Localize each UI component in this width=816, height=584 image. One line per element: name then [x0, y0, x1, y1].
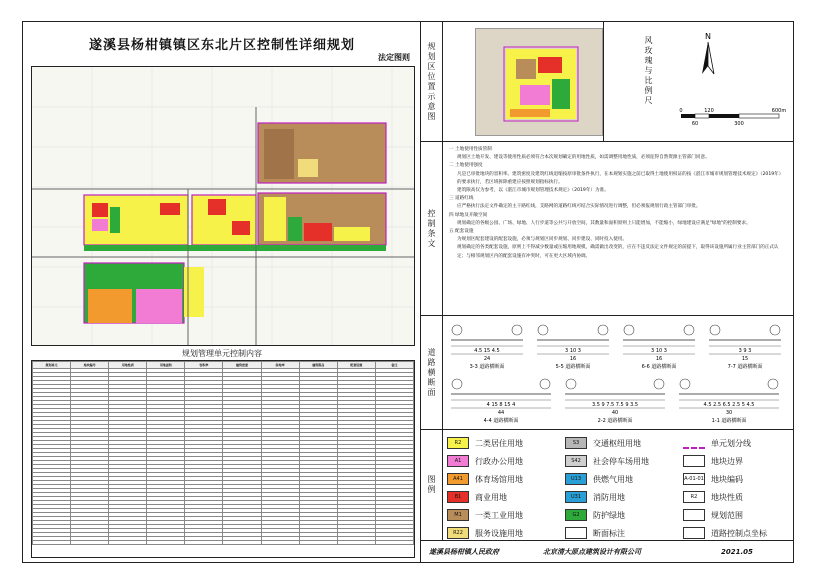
legend-item [565, 472, 633, 486]
legend-item [447, 454, 523, 468]
legend-swatch [683, 455, 705, 467]
legend-label-text: 道路控制点坐标 [711, 528, 767, 538]
land-use-map-svg [32, 67, 415, 346]
parcel-admin-2 [136, 289, 182, 323]
section-name: 4-4 道路横断面 [483, 418, 519, 424]
table-cell [261, 541, 299, 545]
legend-label-text: 服务设施用地 [475, 528, 523, 538]
section-name: 3-3 道路横断面 [469, 364, 505, 370]
section-total: 16 [655, 356, 663, 362]
legend-label-text: 地块编码 [711, 474, 743, 484]
section-total: 16 [569, 356, 577, 362]
provision-heading: 五 配套设施 [449, 229, 474, 235]
legend-label-text: 消防用地 [593, 492, 625, 502]
table-header: 备注 [375, 362, 413, 369]
table-header: 绿地率 [261, 362, 299, 369]
control-table [31, 360, 415, 558]
road-sections-section [421, 316, 793, 430]
legend-swatch: R2 [683, 491, 705, 503]
table-cell [375, 541, 413, 545]
table-cell [223, 541, 261, 545]
legend-swatch: S42 [565, 455, 587, 467]
scale-tick: 600m [771, 108, 787, 114]
road-sections-svg [445, 316, 791, 430]
legend-grid [447, 434, 791, 546]
provision-body: 凡是已审批地块的容积率、建筑密度及建筑红线退缩按原审批条件执行，在本规划实施之前已取得土地使用权证的按《湛江市城市规划管理技术规定》（2019年）的要求执行，若区域拆除重建应按照规划指标执行。 [457, 171, 784, 185]
provision-heading: 二 土地使用强度 [449, 163, 483, 169]
road-section [679, 379, 779, 424]
legend-item [683, 526, 767, 540]
legend-label-text: 防护绿地 [593, 510, 625, 520]
provision-body: 规划区土地开发、建设等使用性质必须符合本次规划确定的用地性质，如需调整用地性质，必须征得自然资源主管部门同意。 [457, 155, 710, 161]
legend-item [565, 454, 649, 468]
road-section [537, 325, 609, 370]
section-total: 15 [741, 356, 749, 362]
legend-swatch [683, 437, 705, 449]
location-label: 规划区位置示意图 [421, 22, 443, 141]
legend-swatch: U31 [565, 491, 587, 503]
legend-swatch: G2 [565, 509, 587, 521]
legend-swatch [565, 527, 587, 539]
parcel-commercial-1 [92, 203, 108, 217]
legend-label-text: 地块性质 [711, 492, 743, 502]
location-map-svg [476, 29, 603, 136]
table-header: 用地面积 [147, 362, 185, 369]
legend-section [421, 430, 793, 540]
scale-tick: 300 [734, 121, 744, 127]
legend-item [565, 490, 625, 504]
drawing-sheet [22, 21, 794, 563]
section-total: 30 [725, 410, 733, 416]
parcel-green-2 [288, 217, 302, 241]
section-dims: 3 10 3 [651, 348, 667, 354]
legend-swatch: R22 [447, 527, 469, 539]
parcel-residential-east-2 [334, 227, 370, 241]
right-pane [421, 22, 793, 562]
parcel-sports [88, 289, 132, 323]
parcel-service [298, 159, 318, 177]
legend-item [565, 508, 625, 522]
legend-item [683, 490, 743, 504]
table-cell [33, 541, 71, 545]
section-dims: 3 10 3 [565, 348, 581, 354]
legend-item [683, 436, 751, 450]
section-dims: 3 9 3 [738, 348, 752, 354]
scale-tick: 120 [704, 108, 714, 114]
road-section [623, 325, 695, 370]
table-cell [337, 541, 375, 545]
provision-heading: 一 土地使用性质管制 [449, 147, 492, 152]
road-section [451, 379, 551, 424]
table-header-row [33, 362, 414, 369]
legend-item [447, 508, 523, 522]
legend-label-text: 体育场馆用地 [475, 474, 523, 484]
legend-swatch: S3 [565, 437, 587, 449]
legend-label-text: 单元划分线 [711, 438, 751, 448]
legend-swatch: U13 [565, 473, 587, 485]
legend-label-text: 商业用地 [475, 492, 507, 502]
divider [603, 22, 604, 142]
legend-swatch: B1 [447, 491, 469, 503]
legend-swatch [683, 509, 705, 521]
table-cell [109, 541, 147, 545]
provision-heading: 三 道路红线 [449, 196, 474, 202]
provision-body: 规划确定的各级公园、广场、绿地、人行步道等公共与开放空间，其数量和面积原则上只能增加，不能缩小，绿地建设应满足"绿地"的控制要求。 [457, 220, 751, 226]
footer [421, 540, 793, 562]
legend-item [565, 526, 625, 540]
parcel-residential-south [184, 267, 204, 317]
legend-label-text: 断面标注 [593, 528, 625, 538]
table-header: 规划单元 [33, 362, 71, 369]
provisions-text [449, 146, 787, 261]
table-header: 容积率 [185, 362, 223, 369]
legend-swatch: M1 [447, 509, 469, 521]
legend-label-text: 交通枢纽用地 [593, 438, 641, 448]
provisions-label: 控制条文 [421, 142, 443, 315]
footer-org-2: 北京清大原点建筑设计有限公司 [543, 547, 641, 556]
scale-tick: 0 [679, 108, 683, 114]
table-cell [299, 541, 337, 545]
legend-item [447, 490, 507, 504]
table-header: 用地性质 [109, 362, 147, 369]
section-name: 1-1 道路横断面 [711, 418, 747, 424]
section-name: 6-6 道路横断面 [641, 364, 677, 370]
road-section [565, 379, 665, 424]
location-map [475, 28, 603, 136]
legend-item [447, 472, 523, 486]
rose-label: 风玫瑰与比例尺 [644, 36, 653, 106]
north-arrow-icon [693, 30, 723, 80]
table-cell [185, 541, 223, 545]
table-header: 地块编号 [71, 362, 109, 369]
parcel-residential-east [264, 197, 286, 241]
page-subtitle: 法定图则 [378, 53, 410, 62]
legend-item [683, 508, 743, 522]
table-title: 规划管理单元控制内容 [182, 349, 262, 358]
parcel-commercial-5 [304, 223, 332, 241]
legend-item [565, 436, 641, 450]
land-use-map [31, 66, 415, 346]
legend-swatch: A1 [447, 455, 469, 467]
legend-label-text: 地块边界 [711, 456, 743, 466]
footer-org-1: 遂溪县杨柑镇人民政府 [429, 547, 499, 556]
provision-body: 建筑限高仅为参考，以《湛江市城市规划管理技术规定》（2019年）为准。 [457, 188, 609, 194]
legend-label-text: 供燃气用地 [593, 474, 633, 484]
location-section [421, 22, 793, 142]
table-cell [147, 541, 185, 545]
left-pane [23, 22, 421, 562]
table-header: 配套设施 [337, 362, 375, 369]
legend-swatch: A41 [447, 473, 469, 485]
legend-swatch: R2 [447, 437, 469, 449]
legend-label-text: 行政办公用地 [475, 456, 523, 466]
provision-heading: 四 绿地及开敞空间 [449, 212, 488, 218]
table-header: 建筑限高 [299, 362, 337, 369]
provision-body: 规划确定的各类配套设施，原则上不得减少数量或压缩用地规模，确需做出改变的，应在不违反法定文件规定的前提下，取得该设施所属行业主管部门的正式认定；与相邻规划区内的配套设施有冲突时，可在更大区域内协调。 [457, 245, 779, 259]
section-name: 7-7 道路横断面 [727, 364, 763, 370]
provision-body: 为规划区配套建设的配套设施，必须与规划区同步规划、同步建设、同时投入使用。 [457, 237, 627, 243]
parcel-admin-1 [92, 219, 108, 231]
table-cell [71, 541, 109, 545]
legend-item [683, 472, 743, 486]
section-dims: 4 15 8 15 4 [486, 402, 516, 408]
parcel-industrial-north-2 [264, 129, 294, 179]
section-dims: 4.5 15 4.5 [474, 348, 500, 354]
green-belt [84, 245, 386, 251]
legend-label-text: 二类居住用地 [475, 438, 523, 448]
north-letter: N [705, 32, 711, 41]
table-row [33, 541, 414, 545]
legend-item [683, 454, 743, 468]
section-total: 24 [483, 356, 491, 362]
parcel-commercial-4 [232, 221, 250, 235]
section-total: 40 [611, 410, 619, 416]
section-dims: 4.5 2.5 6.5 2.5 5 4.5 [703, 402, 755, 408]
section-name: 5-5 道路横断面 [555, 364, 591, 370]
table-header: 建筑密度 [223, 362, 261, 369]
page-title: 遂溪县杨柑镇镇区东北片区控制性详细规划 [88, 38, 355, 53]
legend-item [447, 526, 523, 540]
footer-date: 2021.05 [721, 547, 753, 556]
legend-swatch [683, 527, 705, 539]
control-table-grid [32, 361, 414, 545]
legend-label: 图例 [421, 430, 443, 540]
scale-tick: 60 [691, 121, 699, 127]
legend-label-text: 社会停车场用地 [593, 456, 649, 466]
parcel-commercial-3 [208, 199, 226, 215]
road-section [451, 325, 523, 370]
provisions-section [421, 142, 793, 316]
road-section [709, 325, 781, 370]
scale-bar [677, 106, 787, 136]
road-sections-label: 道路横断面 [421, 316, 443, 429]
legend-swatch: A-01-01 [683, 473, 705, 485]
section-total: 44 [497, 410, 505, 416]
legend-item [447, 436, 523, 450]
parcel-commercial-2 [160, 203, 180, 215]
section-dims: 3.5 9 7.5 7.5 9 3.5 [591, 402, 639, 408]
legend-label-text: 一类工业用地 [475, 510, 523, 520]
legend-label-text: 规划范围 [711, 510, 743, 520]
provision-body: 应严格执行法定文件确定的主干路红线，支路网的道路红线可结合实际情况进行调整，但必须报规划行政主管部门审批。 [457, 204, 701, 210]
parcel-green-1 [110, 207, 120, 233]
table-body [33, 369, 414, 545]
section-name: 2-2 道路横断面 [597, 418, 633, 424]
